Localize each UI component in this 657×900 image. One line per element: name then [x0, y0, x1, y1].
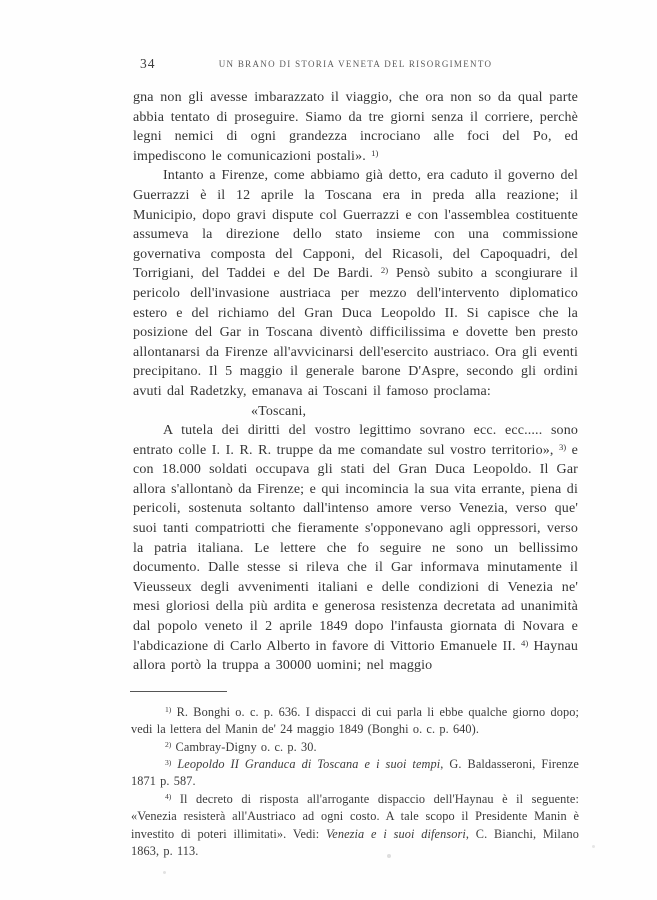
- body-paragraph: A tutela dei diritti del vostro legittimo sovrano ecc. ecc..... sono entrato colle I. I. R. R. truppe da me comandate sul vostro territorio», $^{3)}$ e con 18.000 soldati occupava gli stati del Gran Duca Leopoldo. Il Gar allora s'allontanò da Firenze; e qui incomincia la sua vita errante, piena di pericoli, sostenuta soltanto dall'intenso amore verso Venezia, verso que' suoi tanti compatriotti che fieramente s'opponevano agli oppressori, verso la patria italiana. Le lettere che fo seguire ne sono un bellissimo documento. Dalle stesse si rileva che il Gar informava minutamente il Vieusseux degli avvenimenti italiani e delle condizioni di Venezia ne' mesi gloriosi della più ardita e generosa resistenza decretata ad unanimità dal popolo veneto il 2 aprile 1849 dopo l'infausta giornata di Novara e l'abdicazione di Carlo Alberto in favore di Vittorio Emanuele II. $^{4)}$ Haynau allora portò la truppa a 30000 uomini; nel maggio: [133, 423, 578, 674]
- footnotes-block: [131, 704, 579, 861]
- scan-speck: [387, 854, 391, 858]
- body-paragraph: gna non gli avesse imbarazzato il viaggio, che ora non so da qual parte abbia tentato di proseguire. Siamo da tre giorni senza il corriere, perchè legni nemici di ogni grandezza incrociano alle foci del Po, ed impediscono le comunicazioni postali». $^{1)}$: [133, 90, 578, 164]
- scan-speck: [163, 871, 166, 874]
- main-text-block: [133, 88, 578, 676]
- page-number: 34: [140, 56, 156, 71]
- footnote: $^{4)}$ Il decreto di risposta all'arrogante dispaccio dell'Haynau è il seguente: «Venezia resisterà all'Austriaco ad ogni costo. A tale scopo il Presidente Manin è investito di poteri illimitati». Vedi: Venezia e i suoi difensori, C. Bianchi, Milano 1863, p. 113.: [131, 791, 579, 859]
- scan-speck: [592, 845, 595, 848]
- page-header: [133, 56, 578, 86]
- text-column: [133, 56, 578, 860]
- body-paragraph: «Toscani,: [251, 403, 307, 419]
- body-paragraph: Intanto a Firenze, come abbiamo già detto, era caduto il governo del Guerrazzi è il 12 aprile la Toscana era in preda alla reazione; il Municipio, dopo gravi dispute col Guerrazzi e con l'assemblea costituente assumeva la direzione dello stato insieme con una commissione governativa composta del Capponi, del Ricasoli, del Capoquadri, del Torrigiani, del Taddei e del De Bardi. $^{2)}$ Pensò subito a scongiurare il pericolo dell'invasione austriaca per mezzo dell'intervento diplomatico estero e del richiamo del Gran Duca Leopoldo II. Si capisce che la posizione del Gar in Toscana diventò difficilissima e dovette ben presto allontanarsi da Firenze all'avvicinarsi dell'esercito austriaco. Ora gli eventi precipitano. Il 5 maggio il generale barone D'Aspre, secondo gli ordini avuti dal Radetzky, emanava ai Toscani il famoso proclama:: [133, 168, 578, 399]
- footnote: $^{2)}$ Cambray-Digny o. c. p. 30.: [165, 739, 317, 754]
- footnote: $^{3)}$ Leopoldo II Granduca di Toscana e i suoi tempi, G. Baldasseroni, Firenze 1871 p. 587.: [131, 757, 579, 789]
- footnote-separator-rule: [130, 691, 227, 692]
- running-title: UN BRANO DI STORIA VENETA DEL RISORGIMENTO: [218, 59, 493, 69]
- footnote: $^{1)}$ R. Bonghi o. c. p. 636. I dispacci di cui parla li ebbe qualche giorno dopo; vedi la lettera del Manin de' 24 maggio 1849 (Bonghi o. c. p. 640).: [131, 704, 579, 737]
